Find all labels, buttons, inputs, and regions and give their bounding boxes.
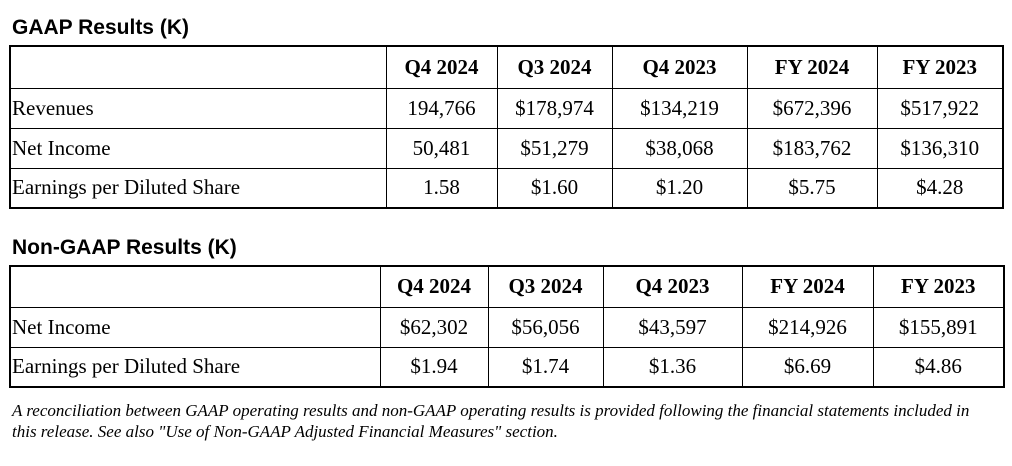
column-header: FY 2023 — [873, 266, 1004, 307]
row-label: Revenues — [10, 88, 386, 128]
table-cell: $136,310 — [877, 128, 1003, 168]
header-empty-cell — [10, 266, 380, 307]
table-cell: $62,302 — [380, 307, 488, 347]
table-cell: $672,396 — [747, 88, 877, 128]
header-empty-cell — [10, 46, 386, 88]
column-header: Q4 2023 — [603, 266, 742, 307]
table-header-row — [10, 266, 1004, 307]
table-row — [10, 88, 1003, 128]
row-label: Earnings per Diluted Share — [10, 168, 386, 208]
table-cell: 50,481 — [386, 128, 497, 168]
table-cell: $6.69 — [742, 347, 873, 387]
column-header: Q4 2023 — [612, 46, 747, 88]
row-label: Earnings per Diluted Share — [10, 347, 380, 387]
table-cell: $214,926 — [742, 307, 873, 347]
table-cell: $43,597 — [603, 307, 742, 347]
footnote: A reconciliation between GAAP operating results and non-GAAP operating results is provided following the financial statements included in this release. See also "Use of Non-GAAP Adjusted Financial Measures" section. — [12, 401, 970, 441]
column-header: FY 2024 — [742, 266, 873, 307]
row-label: Net Income — [10, 307, 380, 347]
gaap-results-table — [9, 45, 1004, 209]
table-cell: $51,279 — [497, 128, 612, 168]
table-cell: $517,922 — [877, 88, 1003, 128]
table-cell: $1.20 — [612, 168, 747, 208]
column-header: Q4 2024 — [380, 266, 488, 307]
table-row — [10, 347, 1004, 387]
column-header: Q3 2024 — [488, 266, 603, 307]
row-label: Net Income — [10, 128, 386, 168]
column-header: Q3 2024 — [497, 46, 612, 88]
table-cell: $1.74 — [488, 347, 603, 387]
table-cell: $155,891 — [873, 307, 1004, 347]
table-cell: $134,219 — [612, 88, 747, 128]
table-cell: 1.58 — [386, 168, 497, 208]
table-cell: $183,762 — [747, 128, 877, 168]
table-cell: $56,056 — [488, 307, 603, 347]
table-cell: $5.75 — [747, 168, 877, 208]
table-cell: 194,766 — [386, 88, 497, 128]
column-header: FY 2024 — [747, 46, 877, 88]
table-cell: $178,974 — [497, 88, 612, 128]
table-cell: $1.60 — [497, 168, 612, 208]
non-gaap-results-title: Non-GAAP Results (K) — [12, 236, 237, 259]
table-row — [10, 168, 1003, 208]
table-cell: $1.36 — [603, 347, 742, 387]
table-row — [10, 307, 1004, 347]
column-header: Q4 2024 — [386, 46, 497, 88]
table-cell: $1.94 — [380, 347, 488, 387]
table-row — [10, 128, 1003, 168]
table-cell: $4.28 — [877, 168, 1003, 208]
non-gaap-results-table — [9, 265, 1005, 388]
table-header-row — [10, 46, 1003, 88]
gaap-results-title: GAAP Results (K) — [12, 16, 189, 39]
column-header: FY 2023 — [877, 46, 1003, 88]
table-cell: $38,068 — [612, 128, 747, 168]
table-cell: $4.86 — [873, 347, 1004, 387]
